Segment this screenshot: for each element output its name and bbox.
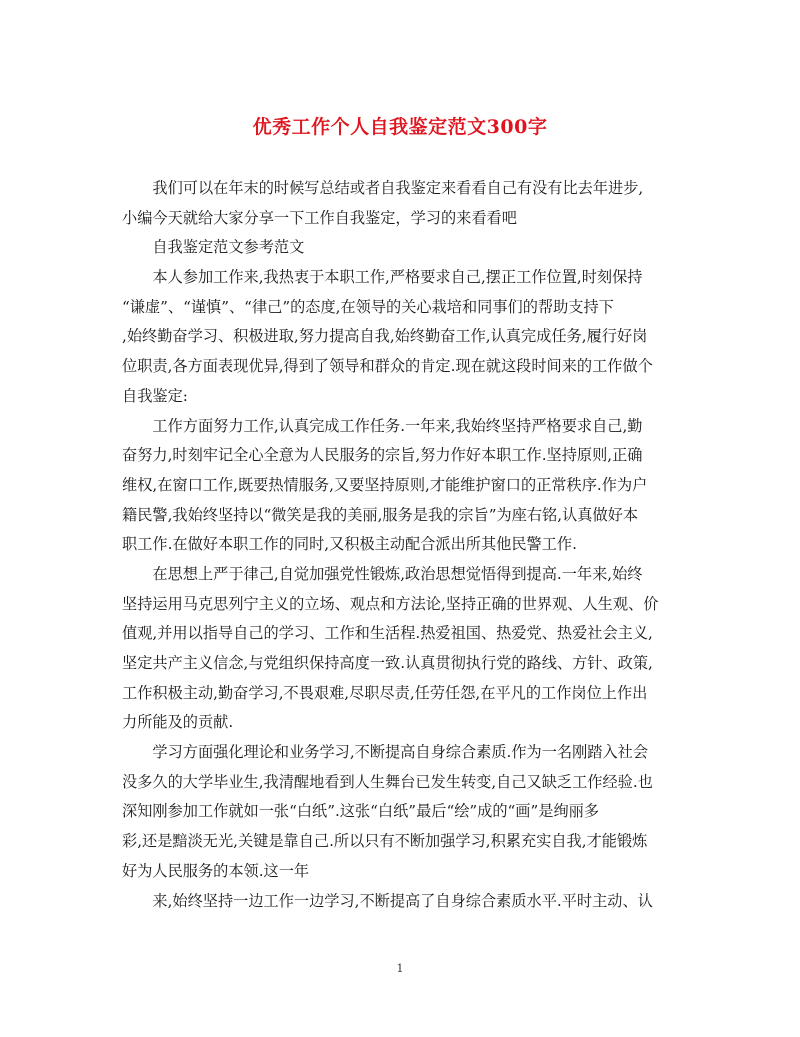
body-line: 在思想上严于律己,自觉加强党性锻炼,政治思想觉悟得到提高.一年来,始终 bbox=[122, 564, 643, 583]
document-title: 优秀工作个人自我鉴定范文300字 bbox=[252, 116, 548, 138]
body-line: 深知刚参加工作就如一张“白纸”.这张“白纸”最后“绘”成的“画”是绚丽多 bbox=[122, 802, 600, 821]
body-line: 职工作.在做好本职工作的同时,又积极主动配合派出所其他民警工作. bbox=[122, 535, 577, 554]
body-line: 工作积极主动,勤奋学习,不畏艰难,尽职尽责,任劳任怨,在平凡的工作岗位上作出 bbox=[122, 683, 648, 702]
body-line: 学习方面强化理论和业务学习,不断提高自身综合素质.作为一名刚踏入社会 bbox=[122, 743, 649, 762]
body-line: 好为人民服务的本领.这一年 bbox=[122, 861, 310, 880]
body-line: 自我鉴定: bbox=[122, 386, 188, 405]
body-line: 我们可以在年末的时候写总结或者自我鉴定来看看自己有没有比去年进步, bbox=[122, 179, 644, 197]
document-body bbox=[122, 174, 682, 916]
body-line: 工作方面努力工作,认真完成工作任务.一年来,我始终坚持严格要求自己,勤 bbox=[122, 416, 643, 435]
body-line: 坚持运用马克思列宁主义的立场、观点和方法论,坚持正确的世界观、人生观、价 bbox=[122, 594, 659, 613]
body-line: 维权,在窗口工作,既要热情服务,又要坚持原则,才能维护窗口的正常秩序.作为户 bbox=[122, 475, 648, 494]
body-line: 彩,还是黯淡无光,关键是靠自己.所以只有不断加强学习,积累充实自我,才能锻炼 bbox=[122, 832, 648, 851]
body-line: 自我鉴定范文参考范文 bbox=[122, 238, 305, 257]
body-line: 位职责,各方面表现优异,得到了领导和群众的肯定.现在就这段时间来的工作做个 bbox=[122, 357, 653, 376]
body-line: 籍民警,我始终坚持以“微笑是我的美丽,服务是我的宗旨”为座右铭,认真做好本 bbox=[122, 505, 639, 524]
body-line: “谦虚”、“谨慎”、“律己”的态度,在领导的关心栽培和同事们的帮助支持下 bbox=[122, 297, 614, 316]
body-line: 坚定共产主义信念,与党组织保持高度一致.认真贯彻执行党的路线、方针、政策, bbox=[122, 654, 653, 672]
body-line: 小编今天就给大家分享一下工作自我鉴定，学习的来看看吧 bbox=[122, 208, 517, 227]
body-line: 来,始终坚持一边工作一边学习,不断提高了自身综合素质水平.平时主动、认 bbox=[122, 891, 653, 910]
body-line: 值观,并用以指导自己的学习、工作和生活程.热爱祖国、热爱党、热爱社会主义, bbox=[122, 624, 653, 643]
page-number: 1 bbox=[396, 962, 404, 975]
body-line: 力所能及的贡献. bbox=[122, 713, 234, 732]
body-line: 本人参加工作来,我热衷于本职工作,严格要求自己,摆正工作位置,时刻保持 bbox=[122, 268, 643, 287]
body-line: 没多久的大学毕业生,我清醒地看到人生舞台已发生转变,自己又缺乏工作经验.也 bbox=[122, 772, 653, 791]
body-line: ,始终勤奋学习、积极进取,努力提高自我,始终勤奋工作,认真完成任务,履行好岗 bbox=[122, 327, 648, 346]
body-line: 奋努力,时刻牢记全心全意为人民服务的宗旨,努力作好本职工作.坚持原则,正确 bbox=[122, 446, 643, 465]
